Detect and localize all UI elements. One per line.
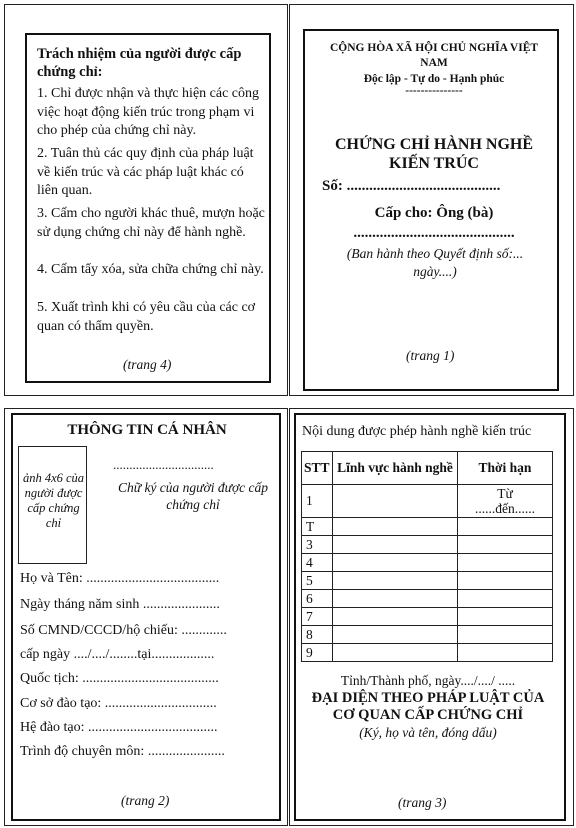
table-header-row	[302, 452, 553, 485]
table-cell-stt: 3	[302, 536, 333, 554]
personal-info-title: THÔNG TIN CÁ NHÂN	[67, 422, 227, 438]
legal-representative-title: ĐẠI DIỆN THEO PHÁP LUẬT CỦA CƠ QUAN CẤP CHỨNG CHỈ	[311, 690, 545, 723]
table-row	[302, 590, 553, 608]
page-4-number: (trang 4)	[123, 357, 172, 372]
certificate-title: CHỨNG CHỈ HÀNH NGHỀ KIẾN TRÚC	[334, 136, 534, 172]
table-row	[302, 626, 553, 644]
column-header-term: Thời hạn	[458, 452, 553, 485]
table-cell-term	[458, 536, 553, 554]
table-cell-term	[458, 608, 553, 626]
issued-to-blank: ...........................................	[353, 225, 515, 241]
table-row	[302, 485, 553, 518]
photo-caption: ảnh 4x6 của người được cấp chứng chỉ	[22, 471, 85, 530]
column-header-stt: STT	[302, 452, 333, 485]
table-cell-field	[333, 644, 458, 662]
table-cell-field	[333, 608, 458, 626]
page-3-number: (trang 3)	[398, 795, 447, 810]
responsibility-item-4: 4. Cấm tẩy xóa, sửa chữa chứng chỉ này.	[37, 262, 264, 277]
table-cell-stt: T	[302, 518, 333, 536]
term-from-label: Từ	[497, 486, 513, 501]
training-type-field: Hệ đào tạo: .....................................	[20, 720, 218, 735]
table-row	[302, 518, 553, 536]
page-2-number: (trang 2)	[121, 793, 170, 808]
full-name-field: Họ và Tên: ......................................	[20, 571, 220, 586]
photo-placeholder	[18, 446, 87, 564]
training-institution-field: Cơ sở đào tạo: ................................	[20, 696, 217, 711]
table-row	[302, 572, 553, 590]
signature-instruction: (Ký, họ và tên, đóng dấu)	[359, 725, 497, 740]
table-row	[302, 554, 553, 572]
table-cell-stt: 6	[302, 590, 333, 608]
responsibilities-title: Trách nhiệm của người được cấp chứng chỉ:	[37, 46, 242, 80]
qualification-field: Trình độ chuyên môn: ......................	[20, 744, 225, 759]
table-cell-field	[333, 536, 458, 554]
page-4-panel	[4, 4, 288, 396]
table-cell-stt: 9	[302, 644, 333, 662]
issued-to-label: Cấp cho: Ông (bà)	[374, 205, 494, 221]
decision-reference: (Ban hành theo Quyết định số:... ngày....)	[346, 246, 524, 279]
table-row	[302, 536, 553, 554]
table-cell-term	[458, 554, 553, 572]
responsibility-item-1: 1. Chỉ được nhận và thực hiện các công việc hoạt động kiến trúc trong phạm vi cho phép của chứng chỉ này.	[37, 86, 260, 138]
table-cell-field	[333, 626, 458, 644]
place-date-line: Tỉnh/Thành phố, ngày..../..../ .....	[340, 673, 516, 688]
table-cell-field	[333, 590, 458, 608]
page-3-panel	[289, 408, 574, 826]
table-cell-stt: 4	[302, 554, 333, 572]
table-row	[302, 644, 553, 662]
term-to-label: ......đến......	[475, 501, 535, 516]
table-cell-stt: 8	[302, 626, 333, 644]
page-1-panel	[289, 4, 574, 396]
table-cell-stt: 7	[302, 608, 333, 626]
table-cell-field	[333, 518, 458, 536]
date-of-birth-field: Ngày tháng năm sinh ......................	[20, 597, 220, 612]
table-row	[302, 608, 553, 626]
certificate-number: Số: .........................................	[322, 178, 501, 194]
table-cell-term	[458, 572, 553, 590]
responsibility-item-2: 2. Tuân thủ các quy định của pháp luật về kiến trúc và các pháp luật khác có liên quan.	[37, 146, 254, 198]
motto-underline: ---------------	[405, 85, 463, 97]
column-header-field: Lĩnh vực hành nghề	[333, 452, 458, 485]
table-cell-field	[333, 572, 458, 590]
table-cell-field	[333, 554, 458, 572]
table-cell-term	[458, 485, 553, 518]
table-cell-stt: 5	[302, 572, 333, 590]
country-name: CỘNG HÒA XÃ HỘI CHỦ NGHĨA VIỆT NAM	[329, 42, 539, 69]
table-cell-stt: 1	[302, 485, 333, 518]
id-number-field: Số CMND/CCCD/hộ chiếu: .............	[20, 623, 227, 638]
scope-table	[301, 451, 553, 662]
permitted-scope-header: Nội dung được phép hành nghề kiến trúc	[302, 424, 532, 439]
signature-label: Chữ ký của người được cấp chứng chỉ	[117, 480, 269, 512]
table-cell-term	[458, 626, 553, 644]
table-cell-term	[458, 644, 553, 662]
issue-date-place-field: cấp ngày ..../..../........tại..................	[20, 647, 215, 662]
national-motto: Độc lập - Tự do - Hạnh phúc	[363, 73, 505, 85]
page-1-number: (trang 1)	[406, 348, 455, 363]
table-cell-term	[458, 590, 553, 608]
responsibility-item-3: 3. Cấm cho người khác thuê, mượn hoặc sử dụng chứng chỉ này để hành nghề.	[37, 206, 265, 240]
table-cell-term	[458, 518, 553, 536]
page-2-panel	[4, 408, 288, 826]
responsibility-item-5: 5. Xuất trình khi có yêu cầu của các cơ quan có thẩm quyền.	[37, 300, 256, 334]
nationality-field: Quốc tịch: .......................................	[20, 671, 219, 686]
table-cell-field	[333, 485, 458, 518]
signature-blank: ...............................	[113, 457, 214, 472]
